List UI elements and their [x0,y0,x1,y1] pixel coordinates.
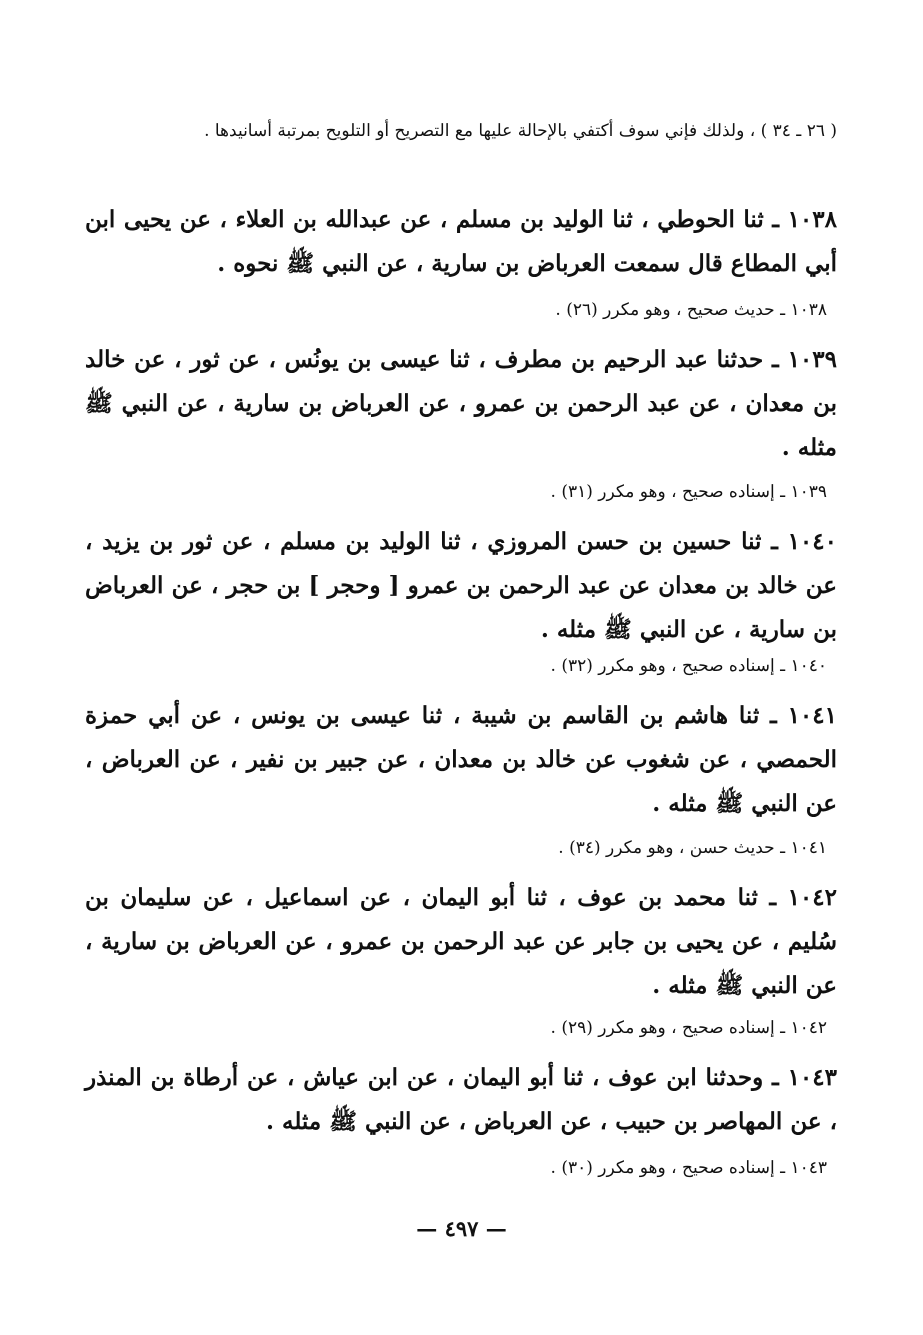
page-number: — ٤٩٧ — [416,1216,507,1241]
note-1042: ١٠٤٢ ـ إسناده صحيح ، وهو مكرر (٢٩) . [550,1018,827,1038]
hadith-1042: ١٠٤٢ ـ ثنا محمد بن عوف ، ثنا أبو اليمان ، عن اسماعيل ، عن سليمان بن سُليم ، عن يحيى بن جابر عن عبد الرحمن بن عمرو ، عن العرباض بن سارية ، عن النبي ﷺ مثله . [85,884,837,999]
intro-footnote: ( ٢٦ ـ ٣٤ ) ، ولذلك فإني سوف أكتفي بالإحالة عليها مع التصريح أو التلويح بمرتبة أسانيدها . [204,121,837,141]
note-1040: ١٠٤٠ ـ إسناده صحيح ، وهو مكرر (٣٢) . [550,656,827,676]
note-1043: ١٠٤٣ ـ إسناده صحيح ، وهو مكرر (٣٠) . [550,1158,827,1178]
hadith-1040: ١٠٤٠ ـ ثنا حسين بن حسن المروزي ، ثنا الوليد بن مسلم ، عن ثور بن يزيد ، عن خالد بن معدان عن عبد الرحمن بن عمرو [ وحجر ] بن حجر ، عن العرباض بن سارية ، عن النبي ﷺ مثله . [85,528,837,643]
hadith-1041: ١٠٤١ ـ ثنا هاشم بن القاسم بن شيبة ، ثنا عيسى بن يونس ، عن أبي حمزة الحمصي ، عن شغوب عن خالد بن معدان ، عن جبير بن نفير ، عن العرباض ، عن النبي ﷺ مثله . [85,702,837,817]
hadith-1039: ١٠٣٩ ـ حدثنا عبد الرحيم بن مطرف ، ثنا عيسى بن يونُس ، عن ثور ، عن خالد بن معدان ، عن عبد الرحمن بن عمرو ، عن العرباض بن سارية ، عن النبي ﷺ مثله . [85,346,837,461]
note-1041: ١٠٤١ ـ حديث حسن ، وهو مكرر (٣٤) . [558,838,827,858]
note-1039: ١٠٣٩ ـ إسناده صحيح ، وهو مكرر (٣١) . [550,482,827,502]
hadith-1043: ١٠٤٣ ـ وحدثنا ابن عوف ، ثنا أبو اليمان ، عن ابن عياش ، عن أرطاة بن المنذر ، عن المهاصر بن حبيب ، عن العرباض ، عن النبي ﷺ مثله . [85,1064,837,1135]
note-1038: ١٠٣٨ ـ حديث صحيح ، وهو مكرر (٢٦) . [555,300,827,320]
hadith-1038: ١٠٣٨ ـ ثنا الحوطي ، ثنا الوليد بن مسلم ، عن عبدالله بن العلاء ، عن يحيى ابن أبي المطاع قال سمعت العرباض بن سارية ، عن النبي ﷺ نحوه . [85,206,837,277]
